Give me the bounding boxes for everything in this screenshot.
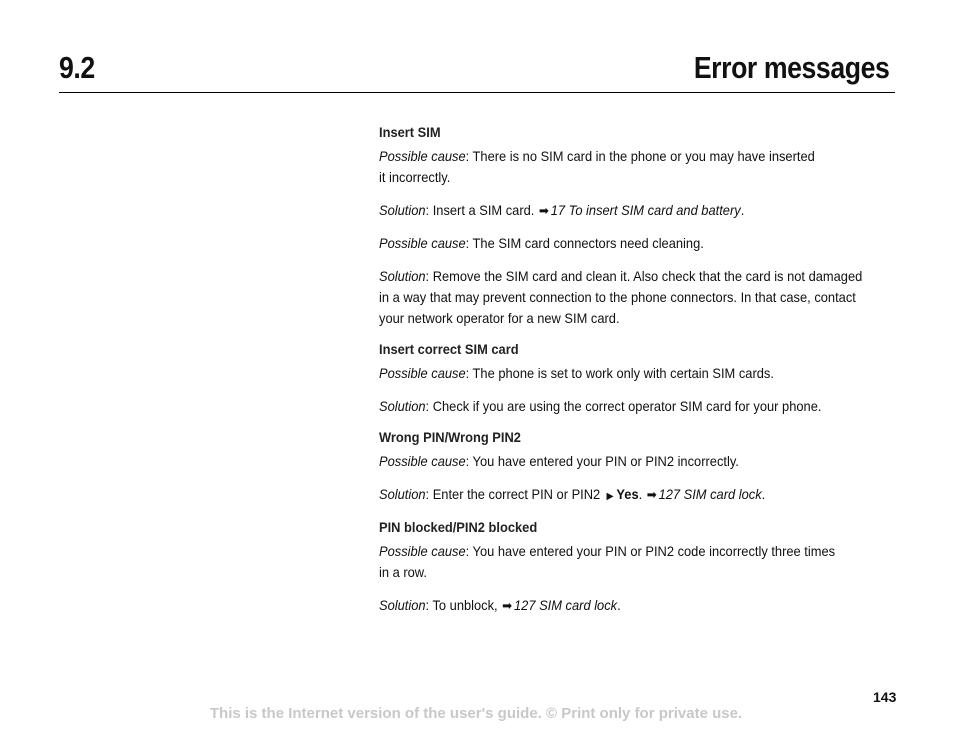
cause-label: Possible cause bbox=[379, 148, 466, 164]
page-title: Error messages bbox=[693, 50, 889, 85]
solution-text: : Enter the correct PIN or PIN2 bbox=[425, 486, 604, 502]
entry-title-insert-correct-sim: Insert correct SIM card bbox=[379, 341, 519, 357]
page-number: 143 bbox=[873, 689, 897, 705]
error-list bbox=[379, 124, 899, 628]
possible-cause bbox=[379, 233, 885, 254]
solution-text: : To unblock, bbox=[425, 597, 502, 613]
solution-text: : Remove the SIM card and clean it. Also check that the card is not damaged bbox=[425, 268, 863, 284]
cause-text: : The phone is set to work only with certain SIM cards. bbox=[465, 365, 774, 381]
cross-reference-link[interactable]: 127 SIM card lock bbox=[658, 486, 762, 502]
solution-label: Solution bbox=[379, 268, 426, 284]
entry-title-insert-sim: Insert SIM bbox=[379, 124, 441, 140]
footer-notice bbox=[0, 705, 954, 722]
cross-reference-link[interactable]: 17 To insert SIM card and battery bbox=[550, 202, 741, 218]
solution-label: Solution bbox=[379, 202, 426, 218]
page-header bbox=[59, 50, 895, 92]
cause-text-cont: it incorrectly. bbox=[379, 169, 451, 185]
solution-text: : Insert a SIM card. bbox=[425, 202, 538, 218]
possible-cause bbox=[379, 363, 885, 384]
cause-label: Possible cause bbox=[379, 543, 466, 559]
solution: Solution: Enter the correct PIN or PIN2 ▶ Yes. ➡ 127 SIM card lock. bbox=[379, 484, 885, 507]
cause-text: : You have entered your PIN or PIN2 incorrectly. bbox=[465, 453, 739, 469]
possible-cause bbox=[379, 541, 885, 583]
cause-label: Possible cause bbox=[379, 453, 466, 469]
section-number: 9.2 bbox=[59, 50, 95, 85]
cause-text-cont: in a row. bbox=[379, 564, 427, 580]
solution-label: Solution bbox=[379, 398, 426, 414]
yes-key: Yes bbox=[616, 486, 639, 502]
entry-title-pin-blocked: PIN blocked/PIN2 blocked bbox=[379, 519, 538, 535]
arrow-right-icon: ➡ bbox=[538, 203, 549, 218]
solution bbox=[379, 266, 885, 329]
solution-text-cont: your network operator for a new SIM card. bbox=[379, 310, 620, 326]
cause-label: Possible cause bbox=[379, 365, 466, 381]
solution-label: Solution bbox=[379, 597, 426, 613]
solution bbox=[379, 396, 885, 417]
header-rule bbox=[59, 92, 895, 93]
solution-label: Solution bbox=[379, 486, 426, 502]
solution: Solution: Insert a SIM card. ➡ 17 To insert SIM card and battery. bbox=[379, 200, 885, 221]
cause-label: Possible cause bbox=[379, 235, 466, 251]
solution-text-cont: in a way that may prevent connection to the phone connectors. In that case, contact bbox=[379, 289, 856, 305]
solution: Solution: To unblock, ➡ 127 SIM card lock. bbox=[379, 595, 885, 616]
entry-title-wrong-pin: Wrong PIN/Wrong PIN2 bbox=[379, 429, 521, 445]
triangle-right-icon: ▶ bbox=[606, 491, 614, 502]
solution-text: : Check if you are using the correct operator SIM card for your phone. bbox=[425, 398, 822, 414]
possible-cause bbox=[379, 451, 885, 472]
arrow-right-icon: ➡ bbox=[646, 487, 657, 502]
footer-text: This is the Internet version of the user's guide. © Print only for private use. bbox=[209, 705, 743, 722]
cause-text: : You have entered your PIN or PIN2 code incorrectly three times bbox=[465, 543, 836, 559]
cause-text: : There is no SIM card in the phone or you may have inserted bbox=[465, 148, 815, 164]
cross-reference-link[interactable]: 127 SIM card lock bbox=[514, 597, 618, 613]
cause-text: : The SIM card connectors need cleaning. bbox=[465, 235, 704, 251]
arrow-right-icon: ➡ bbox=[502, 598, 513, 613]
possible-cause bbox=[379, 146, 885, 188]
